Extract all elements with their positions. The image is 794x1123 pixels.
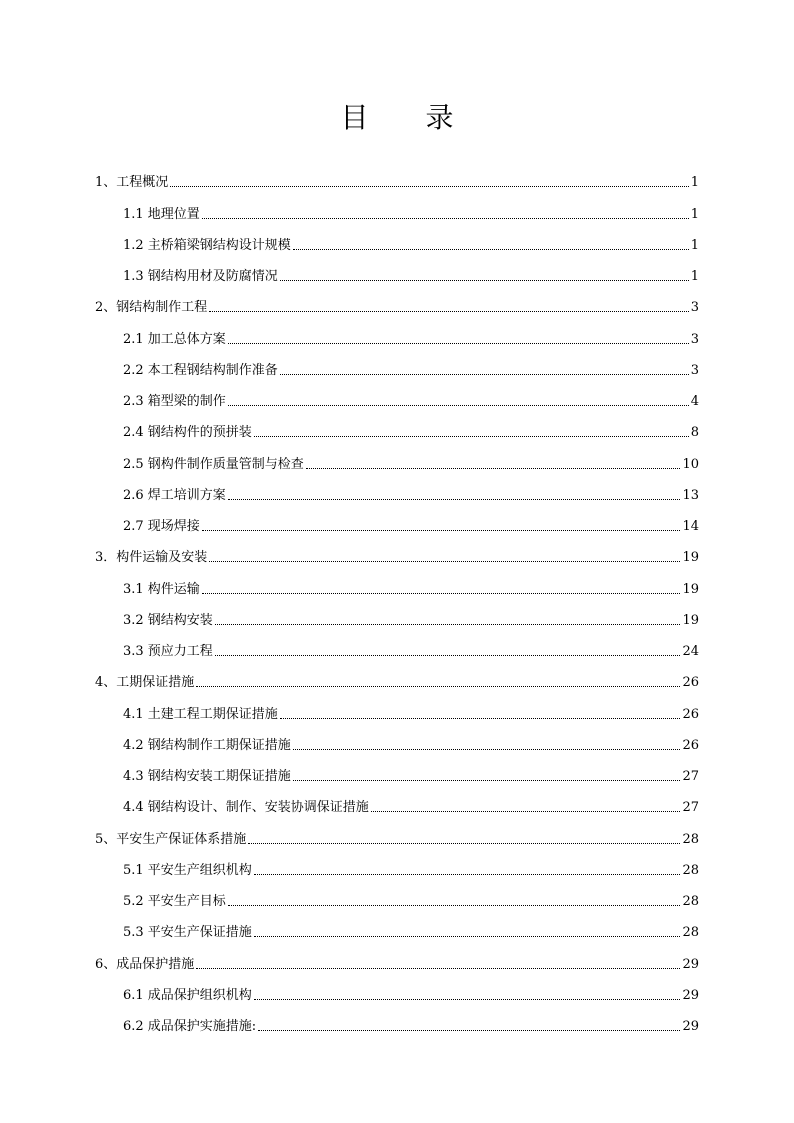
toc-page-number: 3 bbox=[690, 331, 699, 347]
toc-subsection-entry[interactable] bbox=[95, 973, 699, 1004]
toc-dot-leader bbox=[228, 499, 681, 500]
toc-page-number: 19 bbox=[682, 581, 699, 597]
toc-subsection-entry[interactable] bbox=[95, 754, 699, 785]
toc-subsection-entry[interactable] bbox=[95, 441, 699, 472]
toc-dot-leader bbox=[280, 718, 681, 719]
toc-dot-leader bbox=[202, 530, 681, 531]
toc-subsection-entry[interactable] bbox=[95, 223, 699, 254]
toc-dot-leader bbox=[215, 655, 681, 656]
toc-dot-leader bbox=[202, 593, 681, 594]
toc-entry-label: 2.4 钢结构件的预拼装 bbox=[123, 425, 252, 441]
toc-dot-leader bbox=[202, 218, 689, 219]
toc-entry-label: 3.3 预应力工程 bbox=[123, 644, 213, 659]
toc-page-number: 1 bbox=[690, 175, 699, 191]
toc-entry-label: 4.1 土建工程工期保证措施 bbox=[123, 706, 278, 722]
toc-page-number: 13 bbox=[682, 487, 699, 503]
toc-subsection-entry[interactable] bbox=[95, 504, 699, 535]
toc-page-number: 28 bbox=[682, 831, 699, 847]
toc-entry-label: 3.2 钢结构安装 bbox=[123, 612, 213, 628]
toc-page-number: 1 bbox=[690, 206, 699, 222]
toc-entry-label: 2.2 本工程钢结构制作准备 bbox=[123, 362, 278, 378]
toc-dot-leader bbox=[258, 1030, 680, 1031]
toc-page-number: 28 bbox=[682, 862, 699, 878]
toc-section-entry[interactable] bbox=[95, 160, 699, 191]
toc-section-entry[interactable] bbox=[95, 816, 699, 847]
toc-dot-leader bbox=[280, 280, 689, 281]
toc-entry-label: 2.7 现场焊接 bbox=[123, 519, 200, 534]
toc-entry-label: 6.2 成品保护实施措施: bbox=[123, 1019, 257, 1034]
toc-entry-label: 2、钢结构制作工程 bbox=[95, 300, 208, 316]
toc-page-number: 8 bbox=[690, 425, 699, 441]
toc-dot-leader bbox=[254, 436, 689, 437]
toc-page-number: 29 bbox=[682, 956, 699, 972]
toc-subsection-entry[interactable] bbox=[95, 785, 699, 816]
toc-dot-leader bbox=[228, 905, 681, 906]
toc-page-number: 29 bbox=[682, 1019, 699, 1034]
toc-subsection-entry[interactable] bbox=[95, 879, 699, 910]
toc-entry-label: 5、平安生产保证体系措施 bbox=[95, 831, 247, 847]
toc-section-entry[interactable] bbox=[95, 660, 699, 691]
toc-entry-label: 4.2 钢结构制作工期保证措施 bbox=[123, 737, 291, 753]
toc-subsection-entry[interactable] bbox=[95, 629, 699, 660]
toc-dot-leader bbox=[293, 780, 681, 781]
toc-dot-leader bbox=[170, 186, 688, 187]
page-title: 目 录 bbox=[340, 101, 478, 134]
toc-entry-label: 6、成品保护措施 bbox=[95, 956, 195, 972]
toc-dot-leader bbox=[209, 561, 680, 562]
toc-entry-label: 4.3 钢结构安装工期保证措施 bbox=[123, 769, 291, 784]
toc-dot-leader bbox=[306, 468, 681, 469]
toc-entry-label: 1.2 主桥箱梁钢结构设计规模 bbox=[123, 237, 291, 253]
toc-page-number: 4 bbox=[690, 394, 699, 409]
toc-subsection-entry[interactable] bbox=[95, 316, 699, 347]
toc-subsection-entry[interactable] bbox=[95, 379, 699, 410]
toc-dot-leader bbox=[248, 843, 680, 844]
toc-section-entry[interactable] bbox=[95, 941, 699, 972]
toc-dot-leader bbox=[209, 311, 688, 312]
toc-entry-label: 2.6 焊工培训方案 bbox=[123, 487, 226, 503]
toc-subsection-entry[interactable] bbox=[95, 473, 699, 504]
toc-entry-label: 5.1 平安生产组织机构 bbox=[123, 862, 252, 878]
toc-dot-leader bbox=[196, 968, 680, 969]
toc-page-number: 1 bbox=[690, 269, 699, 284]
toc-entry-label: 2.1 加工总体方案 bbox=[123, 331, 226, 347]
toc-dot-leader bbox=[254, 874, 681, 875]
toc-page-number: 26 bbox=[682, 706, 699, 722]
toc-dot-leader bbox=[196, 686, 680, 687]
toc-entry-label: 2.3 箱型梁的制作 bbox=[123, 394, 226, 409]
table-of-contents bbox=[95, 160, 699, 1035]
toc-subsection-entry[interactable] bbox=[95, 1004, 699, 1035]
toc-dot-leader bbox=[293, 249, 689, 250]
toc-page-number: 28 bbox=[682, 925, 699, 941]
toc-dot-leader bbox=[215, 624, 681, 625]
toc-subsection-entry[interactable] bbox=[95, 566, 699, 597]
toc-page-number: 29 bbox=[682, 987, 699, 1003]
toc-subsection-entry[interactable] bbox=[95, 191, 699, 222]
toc-entry-label: 4.4 钢结构设计、制作、安装协调保证措施 bbox=[123, 800, 369, 816]
toc-entry-label: 6.1 成品保护组织机构 bbox=[123, 987, 252, 1003]
toc-subsection-entry[interactable] bbox=[95, 910, 699, 941]
toc-entry-label: 1、工程概况 bbox=[95, 175, 169, 191]
toc-page-number: 28 bbox=[682, 894, 699, 909]
toc-dot-leader bbox=[228, 405, 689, 406]
toc-subsection-entry[interactable] bbox=[95, 598, 699, 629]
toc-page-number: 1 bbox=[690, 237, 699, 253]
toc-subsection-entry[interactable] bbox=[95, 410, 699, 441]
toc-dot-leader bbox=[371, 811, 681, 812]
toc-page-number: 27 bbox=[682, 769, 699, 784]
toc-subsection-entry[interactable] bbox=[95, 254, 699, 285]
toc-entry-label: 5.3 平安生产保证措施 bbox=[123, 925, 252, 941]
toc-page-number: 26 bbox=[682, 737, 699, 753]
toc-entry-label: 3．构件运输及安装 bbox=[95, 550, 208, 566]
toc-dot-leader bbox=[280, 374, 689, 375]
toc-page-number: 3 bbox=[690, 362, 699, 378]
toc-page-number: 3 bbox=[690, 300, 699, 316]
toc-section-entry[interactable] bbox=[95, 535, 699, 566]
toc-subsection-entry[interactable] bbox=[95, 691, 699, 722]
toc-subsection-entry[interactable] bbox=[95, 723, 699, 754]
toc-entry-label: 2.5 钢构件制作质量管制与检查 bbox=[123, 456, 304, 472]
toc-entry-label: 3.1 构件运输 bbox=[123, 581, 200, 597]
toc-page-number: 19 bbox=[682, 550, 699, 566]
toc-page-number: 27 bbox=[682, 800, 699, 816]
toc-subsection-entry[interactable] bbox=[95, 848, 699, 879]
toc-entry-label: 1.1 地理位置 bbox=[123, 206, 200, 222]
toc-page-number: 14 bbox=[682, 519, 699, 534]
toc-dot-leader bbox=[228, 343, 689, 344]
toc-page-number: 24 bbox=[682, 644, 699, 659]
toc-entry-label: 5.2 平安生产目标 bbox=[123, 894, 226, 909]
toc-page-number: 10 bbox=[682, 456, 699, 472]
toc-section-entry[interactable] bbox=[95, 285, 699, 316]
toc-page-number: 19 bbox=[682, 612, 699, 628]
toc-subsection-entry[interactable] bbox=[95, 348, 699, 379]
toc-entry-label: 4、工期保证措施 bbox=[95, 675, 195, 691]
toc-entry-label: 1.3 钢结构用材及防腐情况 bbox=[123, 269, 278, 284]
toc-dot-leader bbox=[293, 749, 681, 750]
toc-dot-leader bbox=[254, 936, 681, 937]
toc-dot-leader bbox=[254, 999, 681, 1000]
toc-page-number: 26 bbox=[682, 675, 699, 691]
